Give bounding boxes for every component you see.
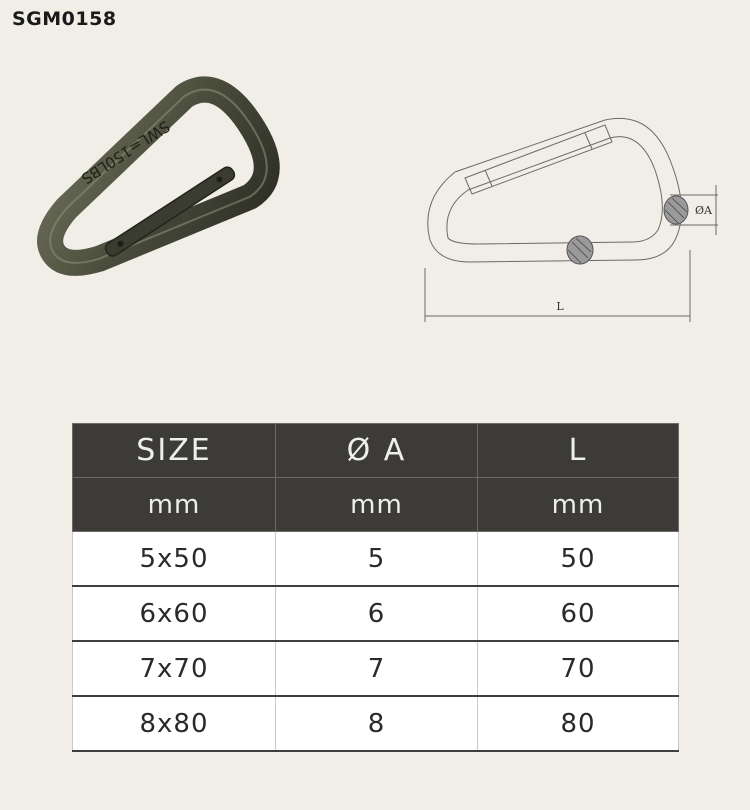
cell-size: 7x70 — [73, 641, 276, 696]
cell-diameter: 8 — [276, 696, 478, 751]
cell-size: 6x60 — [73, 586, 276, 641]
header-size: SIZE — [73, 424, 276, 478]
table-row — [73, 696, 679, 751]
header-row — [73, 424, 679, 478]
diameter-label: ØA — [695, 204, 712, 217]
cell-diameter: 6 — [276, 586, 478, 641]
table-row — [73, 641, 679, 696]
cell-size: 8x80 — [73, 696, 276, 751]
cell-length: 60 — [478, 586, 679, 641]
product-code: SGM0158 — [12, 8, 117, 30]
cell-size: 5x50 — [73, 532, 276, 587]
technical-drawing — [400, 90, 740, 330]
cell-length: 50 — [478, 532, 679, 587]
header-diameter: Ø A — [276, 424, 478, 478]
table-row — [73, 532, 679, 587]
cell-diameter: 7 — [276, 641, 478, 696]
engraving-text: SWL=150LBS — [77, 116, 174, 188]
unit-size: mm — [73, 478, 276, 532]
header-length: L — [478, 424, 679, 478]
carabiner-photo — [0, 60, 300, 320]
length-label: L — [556, 300, 564, 313]
unit-length: mm — [478, 478, 679, 532]
cell-length: 70 — [478, 641, 679, 696]
cell-length: 80 — [478, 696, 679, 751]
unit-row — [73, 478, 679, 532]
spec-table — [72, 423, 679, 752]
unit-diameter: mm — [276, 478, 478, 532]
table-row — [73, 586, 679, 641]
cell-diameter: 5 — [276, 532, 478, 587]
